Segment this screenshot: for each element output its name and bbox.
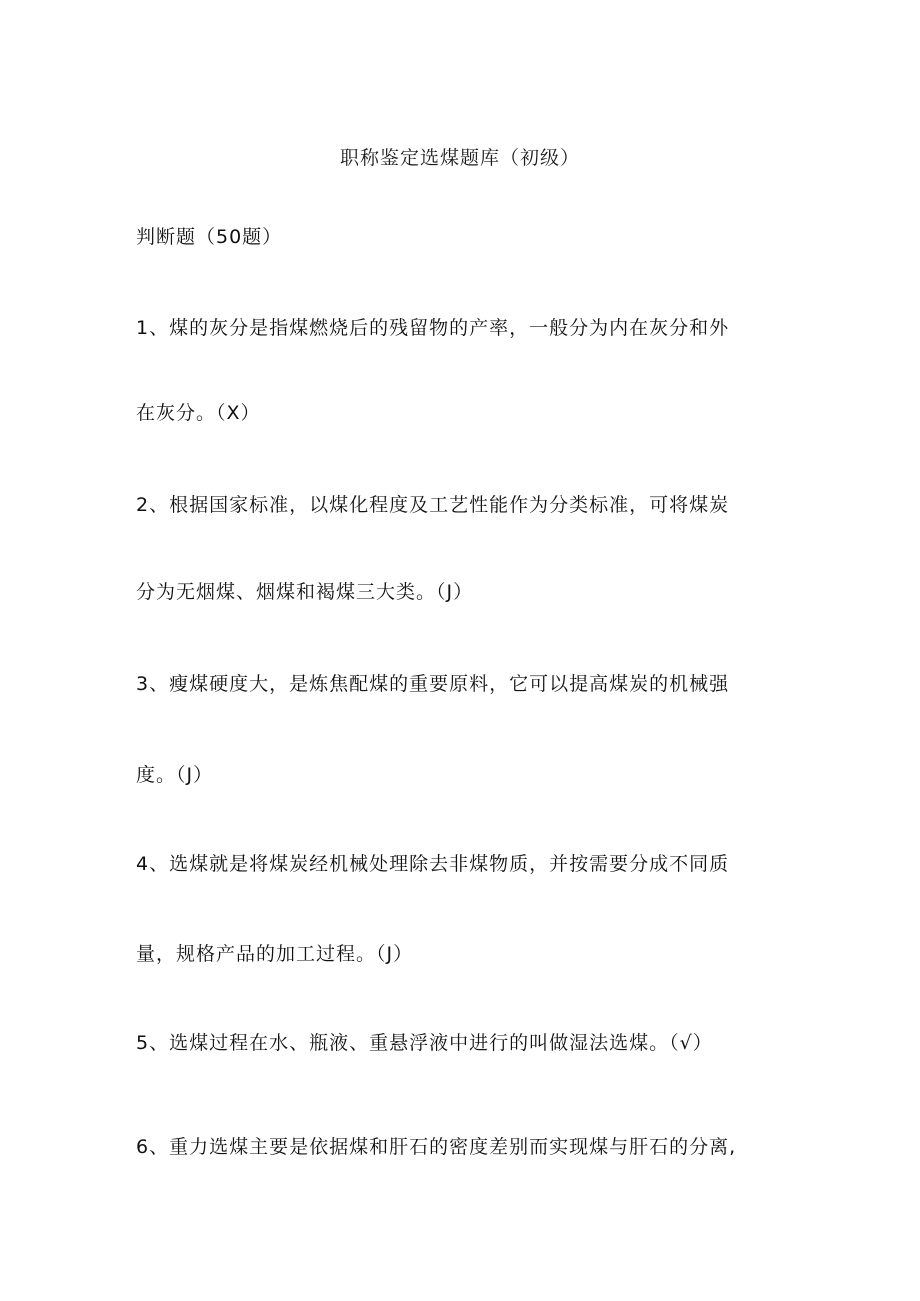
document-title: 职称鉴定选煤题库（初级） bbox=[339, 147, 580, 169]
question-5-line-1: 5、选煤过程在水、瓶液、重悬浮液中进行的叫做湿法选煤。（√） bbox=[136, 1032, 713, 1054]
question-2-line-2: 分为无烟煤、烟煤和褐煤三大类。（J） bbox=[136, 581, 474, 603]
question-4-line-2: 量，规格产品的加工过程。（J） bbox=[136, 943, 414, 965]
section-heading: 判断题（50题） bbox=[136, 226, 283, 248]
question-1-line-2: 在灰分。（X） bbox=[136, 402, 261, 424]
question-6-line-1: 6、重力选煤主要是依据煤和肝石的密度差别而实现煤与肝石的分离, bbox=[136, 1136, 737, 1158]
question-2-line-1: 2、根据国家标准，以煤化程度及工艺性能作为分类标准，可将煤炭 bbox=[136, 494, 730, 516]
question-4-line-1: 4、选煤就是将煤炭经机械处理除去非煤物质，并按需要分成不同质 bbox=[136, 853, 730, 875]
question-3-line-2: 度。（J） bbox=[136, 764, 214, 786]
question-3-line-1: 3、瘦煤硬度大，是炼焦配煤的重要原料，它可以提高煤炭的机械强 bbox=[136, 673, 730, 695]
question-1-line-1: 1、煤的灰分是指煤燃烧后的残留物的产率，一般分为内在灰分和外 bbox=[136, 317, 730, 339]
